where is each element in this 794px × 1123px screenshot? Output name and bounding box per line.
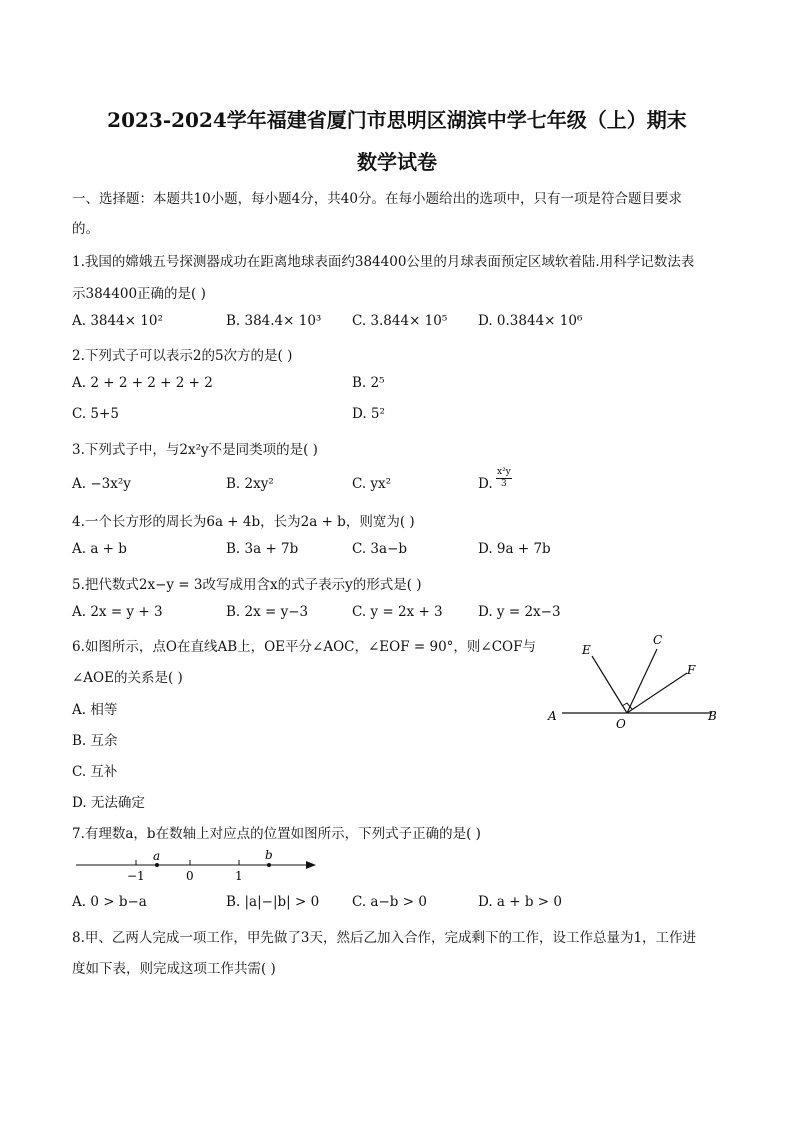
- q6-option-b: B. 互余: [72, 733, 118, 749]
- point-a: [155, 863, 159, 867]
- label-b: B: [708, 709, 717, 723]
- fraction-numerator: x²y: [497, 467, 511, 477]
- tick-label-1: 1: [235, 869, 243, 883]
- q6-stem-line1: 6.如图所示，点O在直线AB上，OE平分∠AOC，∠EOF = 90°，则∠COF与: [72, 639, 536, 655]
- tick-label-0: 0: [186, 869, 194, 883]
- q5-option-b: B. 2x = y−3: [226, 604, 309, 620]
- q3-option-d-fraction: [496, 467, 512, 490]
- q5-option-a: A. 2x = y + 3: [72, 604, 163, 620]
- ray-oe: [592, 656, 627, 713]
- q6-option-d: D. 无法确定: [72, 795, 145, 811]
- label-a: A: [548, 709, 557, 723]
- section-intro-line2: 的。: [72, 221, 99, 237]
- q6-option-c: C. 互补: [72, 764, 118, 780]
- q7-option-a: A. 0 > b−a: [72, 894, 147, 910]
- q8-stem-line1: 8.甲、乙两人完成一项工作，甲先做了3天，然后乙加入合作，完成剩下的工作，设工作总量为1，工作进: [72, 930, 697, 946]
- number-line-figure: [72, 848, 322, 884]
- q1-option-c: C. 3.844× 10⁵: [352, 313, 448, 329]
- q3-option-b: B. 2xy²: [226, 476, 274, 492]
- q2-option-a: A. 2 + 2 + 2 + 2 + 2: [72, 375, 213, 391]
- q4-option-c: C. 3a−b: [352, 541, 408, 557]
- angle-figure: [540, 628, 730, 738]
- q3-option-c: C. yx²: [352, 476, 392, 492]
- q6-option-a: A. 相等: [72, 702, 118, 718]
- label-o: O: [616, 717, 626, 731]
- tick-label-minus1: −1: [127, 869, 145, 883]
- q4-stem: 4.一个长方形的周长为6a + 4b，长为2a + b，则宽为( ): [72, 514, 415, 530]
- q4-option-a: A. a + b: [72, 541, 127, 557]
- q8-stem-line2: 度如下表，则完成这项工作共需( ): [72, 961, 276, 977]
- q5-option-d: D. y = 2x−3: [478, 604, 561, 620]
- q1-stem-line2: 示384400正确的是( ): [72, 286, 206, 302]
- q2-stem: 2.下列式子可以表示2的5次方的是( ): [72, 348, 293, 364]
- q1-option-b: B. 384.4× 10³: [226, 313, 322, 329]
- q2-option-b: B. 2⁵: [352, 375, 385, 391]
- label-point-a: a: [153, 849, 161, 863]
- q1-option-a: A. 3844× 10²: [72, 313, 163, 329]
- q4-option-d: D. 9a + 7b: [478, 541, 551, 557]
- page-title: 2023-2024学年福建省厦门市思明区湖滨中学七年级（上）期末: [107, 108, 687, 132]
- section-intro-line1: 一、选择题：本题共10小题，每小题4分，共40分。在每小题给出的选项中，只有一项是符合题目要求: [72, 191, 682, 207]
- q5-option-c: C. y = 2x + 3: [352, 604, 443, 620]
- q4-option-b: B. 3a + 7b: [226, 541, 299, 557]
- fraction-denominator: 3: [501, 479, 507, 489]
- number-line-arrow: [306, 861, 316, 869]
- q1-option-d: D. 0.3844× 10⁶: [478, 313, 583, 329]
- label-point-b: b: [265, 848, 273, 862]
- q7-option-d: D. a + b > 0: [478, 894, 562, 910]
- q7-stem: 7.有理数a，b在数轴上对应点的位置如图所示，下列式子正确的是( ): [72, 826, 481, 842]
- q3-stem: 3.下列式子中，与2x²y不是同类项的是( ): [72, 442, 318, 458]
- q5-stem: 5.把代数式2x−y = 3改写成用含x的式子表示y的形式是( ): [72, 577, 422, 593]
- q2-option-c: C. 5+5: [72, 406, 119, 422]
- page-subtitle: 数学试卷: [357, 150, 437, 174]
- q7-option-b: B. |a|−|b| > 0: [226, 894, 320, 910]
- label-f: F: [687, 663, 696, 677]
- q1-stem-line1: 1.我国的嫦娥五号探测器成功在距离地球表面约384400公里的月球表面预定区域软着陆.用科学记数法表: [72, 254, 695, 270]
- q3-option-d: D.: [478, 476, 493, 492]
- q7-option-c: C. a−b > 0: [352, 894, 427, 910]
- q6-stem-line2: ∠AOE的关系是( ): [72, 670, 183, 686]
- q2-option-d: D. 5²: [352, 406, 385, 422]
- q3-option-a: A. −3x²y: [72, 476, 131, 492]
- point-b: [267, 863, 271, 867]
- label-e: E: [582, 643, 591, 657]
- label-c: C: [653, 633, 663, 647]
